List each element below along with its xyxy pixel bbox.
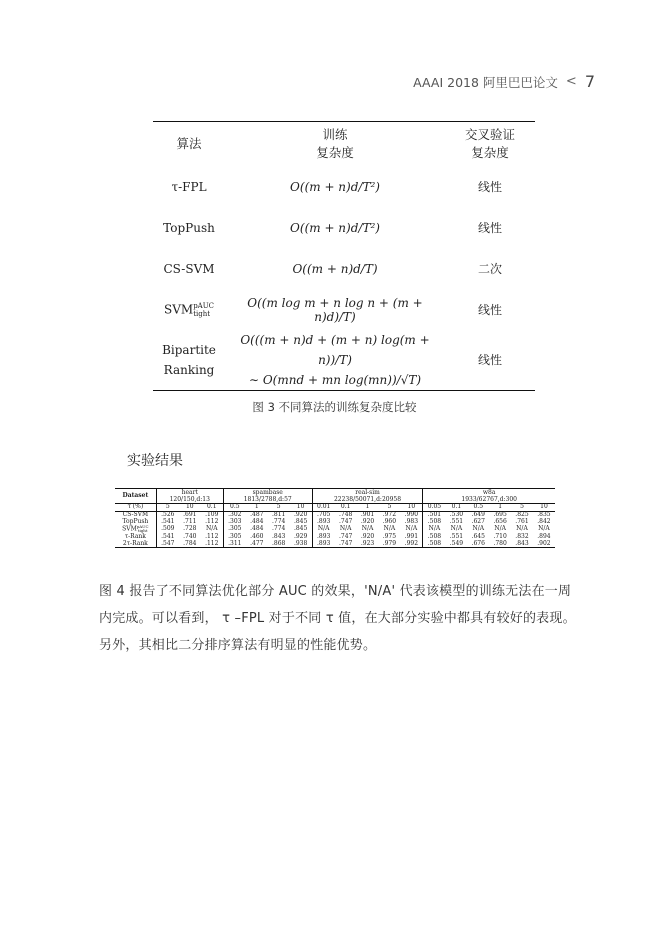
tau-value: 5 bbox=[378, 504, 400, 512]
result-value: .832 bbox=[515, 532, 529, 540]
tau-value: 0.1 bbox=[201, 504, 224, 512]
result-value: .541 bbox=[161, 532, 175, 540]
result-value: .656 bbox=[493, 517, 507, 525]
tau-label: τ (%) bbox=[115, 504, 156, 512]
result-value: N/A bbox=[472, 525, 485, 533]
result-value: .747 bbox=[338, 539, 353, 547]
header-text: AAAI 2018 阿里巴巴论文 bbox=[413, 74, 558, 90]
result-value: N/A bbox=[317, 525, 330, 533]
result-value: .112 bbox=[201, 534, 224, 541]
algo-line1: Bipartite bbox=[162, 343, 216, 357]
result-value: .843 bbox=[271, 532, 286, 540]
method-name bbox=[115, 541, 156, 548]
complexity-line1: O(((m + n)d + (m + n) log(m + n))/T) bbox=[240, 333, 430, 367]
tau-value: 0.5 bbox=[467, 504, 489, 512]
tau-value: 0.5 bbox=[223, 504, 246, 512]
result-value: .748 bbox=[338, 510, 353, 518]
result-value: .780 bbox=[493, 539, 507, 547]
result-value: N/A bbox=[339, 525, 352, 533]
result-value: .508 bbox=[427, 517, 442, 525]
result-value: .691 bbox=[183, 510, 197, 518]
page-number: 7 bbox=[584, 72, 595, 91]
table-row bbox=[153, 207, 535, 248]
header-separator: < bbox=[565, 74, 577, 89]
result-value: .551 bbox=[449, 517, 464, 525]
tau-value: 0.05 bbox=[423, 504, 446, 512]
result-value: .303 bbox=[228, 517, 242, 525]
result-value: .929 bbox=[290, 534, 313, 541]
tau-value: 1 bbox=[246, 504, 268, 512]
algo-base: SVM bbox=[164, 302, 194, 316]
result-value: .649 bbox=[471, 510, 485, 518]
algo-name: τ-FPL bbox=[171, 179, 207, 194]
results-table bbox=[115, 488, 555, 548]
dataset-stats: 1933/62767,d:300 bbox=[461, 495, 517, 503]
result-value: .747 bbox=[338, 532, 353, 540]
result-value: .484 bbox=[250, 525, 264, 533]
result-value: .868 bbox=[271, 539, 286, 547]
table-row bbox=[115, 511, 555, 518]
result-value: .901 bbox=[360, 510, 375, 518]
table-row bbox=[153, 166, 535, 207]
cross-complexity: 线性 bbox=[477, 353, 502, 367]
result-value: .960 bbox=[382, 517, 397, 525]
tau-value: 0.01 bbox=[312, 504, 335, 512]
table-row bbox=[115, 525, 555, 533]
method-sub: tight bbox=[137, 528, 148, 534]
result-value: .711 bbox=[183, 517, 197, 525]
table-row bbox=[153, 330, 535, 391]
result-value: .774 bbox=[271, 525, 286, 533]
result-value: .109 bbox=[201, 511, 224, 518]
method-base: 2τ-Rank bbox=[122, 539, 148, 547]
table-row bbox=[115, 534, 555, 541]
tau-value: 10 bbox=[290, 504, 313, 512]
header-cross-line1: 交叉验证 bbox=[464, 127, 515, 142]
result-value: .484 bbox=[250, 517, 264, 525]
train-complexity: O((m + n)d/T²) bbox=[290, 220, 380, 235]
result-value: .845 bbox=[290, 519, 313, 526]
result-value: .835 bbox=[537, 510, 551, 518]
result-value: .710 bbox=[493, 532, 507, 540]
result-value: .487 bbox=[250, 510, 264, 518]
tau-value: 0.1 bbox=[445, 504, 467, 512]
tau-value: 1 bbox=[357, 504, 379, 512]
tau-value: 0.1 bbox=[335, 504, 357, 512]
result-value: .992 bbox=[400, 541, 423, 548]
result-value: .975 bbox=[382, 532, 397, 540]
figure-3-caption: 图 3 不同算法的训练复杂度比较 bbox=[252, 400, 417, 414]
page-header bbox=[413, 72, 595, 91]
result-value: .530 bbox=[449, 510, 464, 518]
dataset-header bbox=[156, 489, 223, 504]
header-train bbox=[225, 122, 445, 167]
result-value: .508 bbox=[427, 539, 442, 547]
result-value: .979 bbox=[382, 539, 397, 547]
dataset-name: real-sim bbox=[355, 489, 380, 496]
result-value: .938 bbox=[290, 541, 313, 548]
result-value: .825 bbox=[515, 510, 529, 518]
result-value: .501 bbox=[427, 510, 442, 518]
result-value: .112 bbox=[201, 519, 224, 526]
algo-name: CS-SVM bbox=[163, 261, 215, 276]
table-row bbox=[153, 248, 535, 289]
result-value: .676 bbox=[471, 539, 485, 547]
tau-value: 5 bbox=[511, 504, 533, 512]
tau-value: 10 bbox=[179, 504, 201, 512]
result-value: .695 bbox=[493, 510, 507, 518]
result-value: .774 bbox=[271, 517, 286, 525]
train-complexity bbox=[225, 330, 445, 391]
cross-complexity: 线性 bbox=[477, 180, 502, 194]
result-value: .551 bbox=[449, 532, 464, 540]
result-value: .902 bbox=[537, 539, 551, 547]
dataset-row bbox=[115, 489, 555, 504]
result-value: .747 bbox=[338, 517, 353, 525]
section-title: 实验结果 bbox=[127, 453, 183, 469]
result-value: .477 bbox=[250, 539, 264, 547]
result-value: .842 bbox=[537, 517, 551, 525]
result-value: .920 bbox=[360, 532, 375, 540]
header-cross bbox=[445, 122, 535, 167]
result-value: .547 bbox=[161, 539, 175, 547]
result-value: .705 bbox=[317, 510, 331, 518]
result-value: N/A bbox=[450, 525, 463, 533]
dataset-stats: 22238/50071,d:20958 bbox=[333, 495, 402, 503]
dataset-header bbox=[223, 489, 312, 504]
result-value: N/A bbox=[361, 525, 374, 533]
result-value: .112 bbox=[201, 541, 224, 548]
cross-complexity: 线性 bbox=[477, 221, 502, 235]
result-value: .920 bbox=[360, 517, 375, 525]
result-value: .508 bbox=[427, 532, 442, 540]
tau-value: 5 bbox=[268, 504, 290, 512]
result-value: N/A bbox=[383, 525, 396, 533]
result-value: N/A bbox=[428, 525, 441, 533]
result-value: .893 bbox=[317, 517, 331, 525]
method-name bbox=[115, 519, 156, 526]
result-value: .784 bbox=[183, 539, 197, 547]
tau-value: 5 bbox=[156, 504, 179, 512]
algo-sub: tight bbox=[193, 309, 211, 318]
header-train-line2: 复杂度 bbox=[316, 145, 354, 160]
tau-value: 10 bbox=[400, 504, 423, 512]
table-row bbox=[115, 541, 555, 548]
result-value: .923 bbox=[360, 539, 375, 547]
complexity-table bbox=[153, 121, 535, 391]
tau-row bbox=[115, 504, 555, 512]
dataset-label: Dataset bbox=[115, 489, 156, 504]
algo-line2: Ranking bbox=[163, 363, 215, 377]
result-value: .311 bbox=[228, 539, 242, 547]
result-value: .460 bbox=[250, 532, 264, 540]
dataset-header bbox=[423, 489, 555, 504]
result-value: .972 bbox=[382, 510, 397, 518]
train-complexity: O((m + n)d/T²) bbox=[290, 179, 380, 194]
tau-value: 1 bbox=[489, 504, 511, 512]
header-train-line1: 训练 bbox=[322, 127, 348, 142]
result-value: .305 bbox=[228, 532, 242, 540]
result-value: .645 bbox=[471, 532, 485, 540]
cross-complexity: 二次 bbox=[477, 262, 502, 276]
train-complexity: O((m + n)d/T) bbox=[292, 261, 378, 276]
method-sup: pAUC bbox=[136, 524, 149, 530]
cross-complexity: 线性 bbox=[477, 303, 502, 317]
result-value: .509 bbox=[161, 525, 175, 533]
result-value: .893 bbox=[317, 539, 331, 547]
result-value: .728 bbox=[183, 525, 197, 533]
tau-value: 10 bbox=[533, 504, 555, 512]
table-row bbox=[153, 289, 535, 330]
result-value: .740 bbox=[183, 532, 197, 540]
result-value: N/A bbox=[201, 525, 224, 533]
result-value: .305 bbox=[228, 525, 242, 533]
complexity-line2: ∼ O(mnd + mn log(mn))/√T) bbox=[248, 373, 422, 387]
result-value: N/A bbox=[400, 525, 423, 533]
method-base: SVM bbox=[122, 525, 137, 533]
method-base: CS-SVM bbox=[122, 510, 149, 518]
dataset-stats: 120/150,d:13 bbox=[169, 495, 210, 503]
result-value: .302 bbox=[228, 510, 242, 518]
dataset-name: w8a bbox=[482, 489, 496, 496]
result-value: N/A bbox=[516, 525, 528, 533]
result-value: .894 bbox=[537, 532, 551, 540]
dataset-stats: 1813/2788,d:57 bbox=[243, 495, 292, 503]
result-value: N/A bbox=[494, 525, 506, 533]
header-cross-line2: 复杂度 bbox=[471, 145, 509, 160]
result-value: .526 bbox=[161, 510, 175, 518]
algo-name bbox=[153, 289, 225, 330]
result-value: .627 bbox=[471, 517, 485, 525]
dataset-name: spambase bbox=[252, 489, 283, 496]
body-paragraph: 图 4 报告了不同算法优化部分 AUC 的效果，'N/A' 代表该模型的训练无法在一周内完成。可以看到， τ –FPL 对于不同 τ 值，在大部分实验中都具有较好的表现。另外，其相比二分排序算法有明显的性能优势。 bbox=[99, 584, 576, 653]
train-complexity: O((m log m + n log n + (m + n)d)/T) bbox=[247, 295, 423, 324]
result-value: .893 bbox=[317, 532, 331, 540]
algo-sup: pAUC bbox=[193, 301, 214, 310]
result-value: .845 bbox=[290, 525, 313, 533]
algo-name: TopPush bbox=[163, 220, 215, 235]
result-value: .991 bbox=[400, 534, 423, 541]
result-value: .761 bbox=[515, 517, 529, 525]
header-algo: 算法 bbox=[176, 136, 202, 151]
result-value: .990 bbox=[400, 511, 423, 518]
result-value: .811 bbox=[271, 510, 286, 518]
dataset-name: heart bbox=[181, 489, 198, 496]
algo-name bbox=[153, 330, 225, 391]
result-value: .920 bbox=[290, 511, 313, 518]
result-value: .549 bbox=[449, 539, 464, 547]
result-value: N/A bbox=[538, 525, 550, 533]
result-value: .843 bbox=[515, 539, 529, 547]
dataset-header bbox=[312, 489, 423, 504]
result-value: .983 bbox=[400, 519, 423, 526]
table-row bbox=[115, 519, 555, 526]
method-base: τ-Rank bbox=[124, 532, 146, 540]
result-value: .541 bbox=[161, 517, 175, 525]
method-base: TopPush bbox=[122, 517, 149, 525]
